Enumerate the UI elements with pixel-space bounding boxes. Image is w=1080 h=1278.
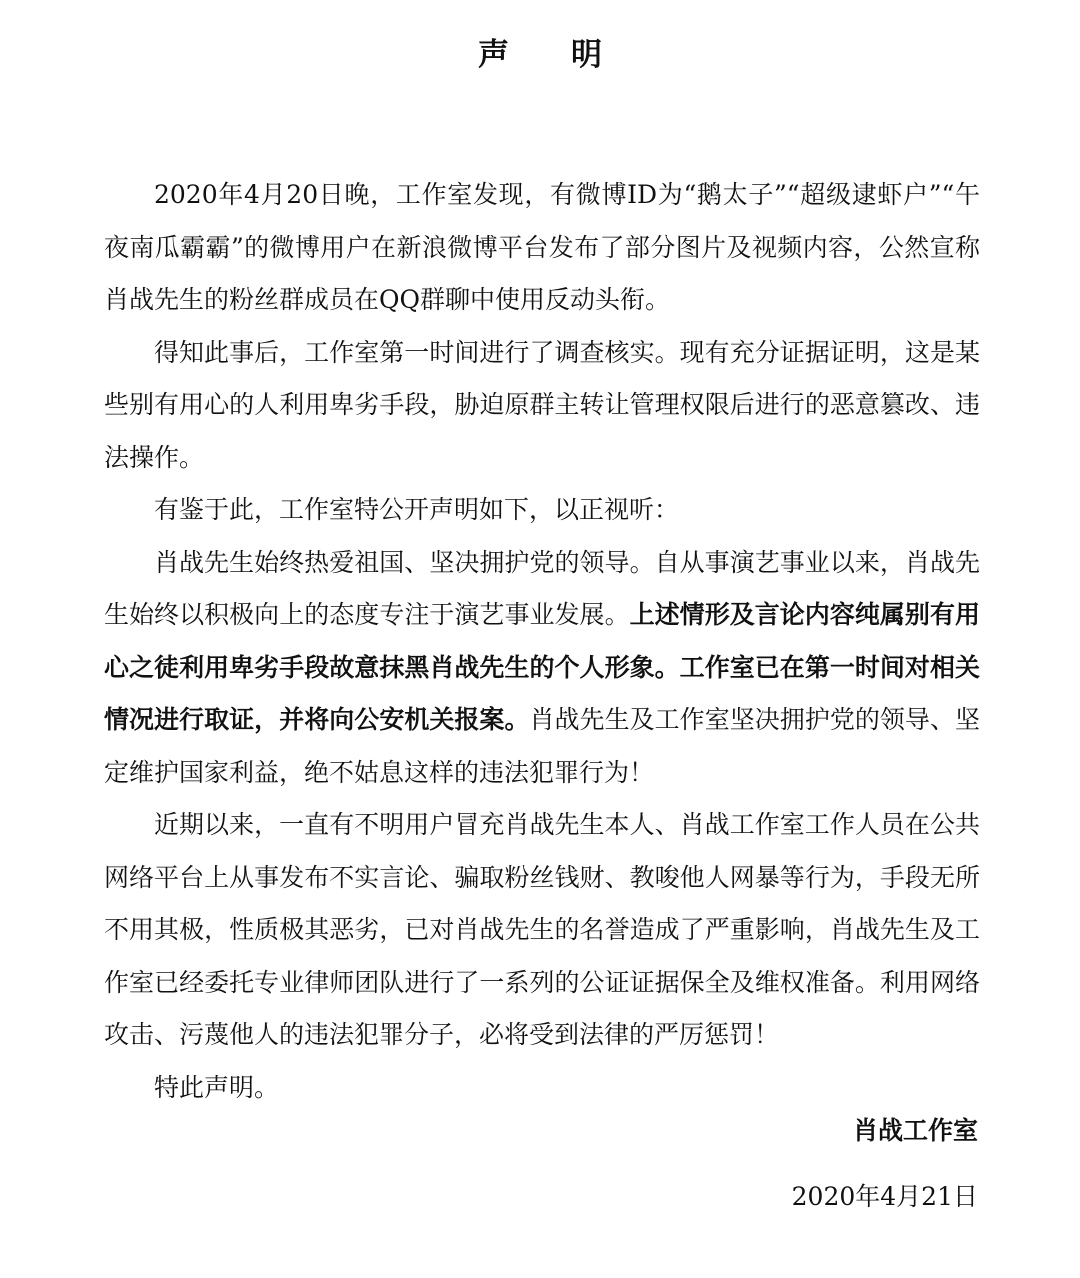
paragraph-position-outro: 肖战先生及工作室坚决拥护党的领导、坚定维护国家利益，绝不姑息这样的违法犯罪行为！ bbox=[104, 705, 980, 787]
paragraph-closing: 特此声明。 bbox=[154, 1072, 280, 1102]
paragraph-position-intro: 肖战先生始终热爱祖国、坚决拥护党的领导。自从事演艺事业以来，肖战先生始终以积极向上的态度专注于演艺事业发展。 bbox=[104, 547, 980, 629]
signature: 肖战工作室 bbox=[852, 1116, 978, 1145]
signature-date: 2020年4月21日 bbox=[791, 1182, 978, 1211]
document-title: 声明 bbox=[478, 37, 664, 73]
paragraph-position bbox=[104, 537, 980, 800]
paragraph-investigation: 得知此事后，工作室第一时间进行了调查核实。现有充分证据证明，这是某些别有用心的人利用卑劣手段，胁迫原群主转让管理权限后进行的恶意篡改、违法操作。 bbox=[104, 337, 980, 472]
paragraph-impersonation: 近期以来，一直有不明用户冒充肖战先生本人、肖战工作室工作人员在公共网络平台上从事发布不实言论、骗取粉丝钱财、教唆他人网暴等行为，手段无所不用其极，性质极其恶劣，已对肖战先生的名誉造成了严重影响，肖战先生及工作室已经委托专业律师团队进行了一系列的公证证据保全及维权准备。利用网络攻击、污蔑他人的违法犯罪分子，必将受到法律的严厉惩罚！ bbox=[104, 810, 980, 1049]
paragraph-discovery: 2020年4月20日晚，工作室发现，有微博ID为“鹅太子”“超级逮虾户”“午夜南瓜霸霸”的微博用户在新浪微博平台发布了部分图片及视频内容，公然宣称肖战先生的粉丝群成员在QQ群聊中使用反动头衔。 bbox=[104, 180, 980, 314]
paragraph-position-bold: 上述情形及言论内容纯属别有用心之徒利用卑劣手段故意抹黑肖战先生的个人形象。工作室已在第一时间对相关情况进行取证，并将向公安机关报案。 bbox=[104, 600, 980, 734]
paragraph-announcement: 有鉴于此，工作室特公开声明如下，以正视听： bbox=[154, 495, 680, 524]
document-body bbox=[104, 169, 980, 1114]
